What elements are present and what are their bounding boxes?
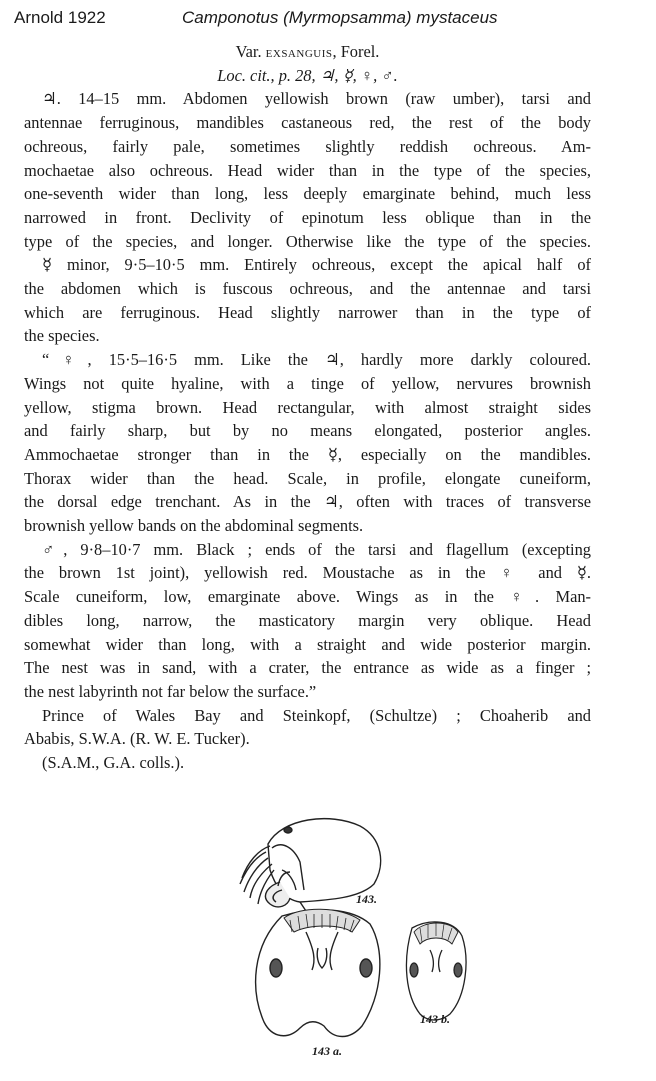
fig-143a-front bbox=[256, 909, 380, 1036]
text-line: somewhat wider than long, with a straight and wide posterior margin. bbox=[24, 634, 591, 654]
text-line: the nest labyrinth not far below the surface.” bbox=[24, 681, 317, 701]
text-line: Ammochaetae stronger than in the ☿, especially on the mandibles. bbox=[24, 444, 591, 464]
text-line: mochaetae also ochreous. Head wider than in the type of the species, bbox=[24, 160, 591, 180]
text-line: Prince of Wales Bay and Steinkopf, (Schultze) ; Choaherib and bbox=[42, 705, 591, 725]
ant-head-drawings bbox=[220, 800, 480, 1070]
text-line: ochreous, fairly pale, sometimes slightly reddish ochreous. Am- bbox=[24, 136, 591, 156]
fig-label-143b: 143 b. bbox=[420, 1012, 450, 1026]
text-line: yellow, stigma brown. Head rectangular, with almost straight sides bbox=[24, 397, 591, 417]
text-line: which are ferruginous. Head slightly narrower than in the type of bbox=[24, 302, 591, 322]
article-text bbox=[24, 40, 591, 775]
text-line: and fairly sharp, but by no means elongated, posterior angles. bbox=[24, 421, 591, 441]
text-line: Thorax wider than the head. Scale, in profile, elongate cuneiform, bbox=[24, 468, 591, 488]
author-year: Arnold 1922 bbox=[14, 8, 106, 27]
variety-heading bbox=[24, 40, 591, 64]
text-line: narrowed in front. Declivity of epinotum less oblique than in the bbox=[24, 207, 591, 227]
text-line: the dorsal edge trenchant. As in the ♃, often with traces of transverse bbox=[24, 492, 591, 512]
fig-label-143: 143. bbox=[356, 892, 377, 906]
text-line: one-seventh wider than long, less deeply emarginate behind, much less bbox=[24, 184, 591, 204]
taxon-title: Camponotus (Myrmopsamma) mystaceus bbox=[182, 8, 498, 27]
text-line: Scale cuneiform, low, emarginate above. Wings as in the ♀. Man- bbox=[24, 587, 591, 607]
text-line: the species. bbox=[24, 326, 100, 346]
page-header bbox=[14, 8, 642, 30]
fig-143b-front bbox=[406, 922, 466, 1020]
var-prefix: Var. bbox=[235, 42, 262, 61]
loc-cit: Loc. cit., p. 28, ♃, ☿, ♀, ♂. bbox=[217, 65, 398, 85]
text-line: Wings not quite hyaline, with a tinge of yellow, nervures brownish bbox=[24, 373, 591, 393]
text-line: The nest was in sand, with a crater, the entrance as wide as a finger ; bbox=[24, 658, 591, 678]
text-line: (S.A.M., G.A. colls.). bbox=[42, 753, 185, 773]
text-line: “♀, 15·5–16·5 mm. Like the ♃, hardly more darkly coloured. bbox=[42, 350, 591, 370]
text-line: ☿ minor, 9·5–10·5 mm. Entirely ochreous, except the apical half of bbox=[42, 255, 591, 275]
text-line: antennae ferruginous, mandibles castaneous red, the rest of the body bbox=[24, 113, 591, 133]
text-line: ♂, 9·8–10·7 mm. Black ; ends of the tarsi and flagellum (excepting bbox=[42, 539, 591, 559]
text-line: Ababis, S.W.A. (R. W. E. Tucker). bbox=[24, 729, 250, 749]
figure-plate bbox=[220, 800, 480, 1070]
var-author: , Forel. bbox=[332, 42, 380, 61]
text-line: brownish yellow bands on the abdominal segments. bbox=[24, 516, 364, 536]
text-line: ♃. 14–15 mm. Abdomen yellowish brown (raw umber), tarsi and bbox=[42, 89, 591, 109]
fig-label-143a: 143 a. bbox=[312, 1044, 342, 1058]
text-line: the brown 1st joint), yellowish red. Moustache as in the ♀ and ☿. bbox=[24, 563, 591, 583]
text-line: type of the species, and longer. Otherwise like the type of the species. bbox=[24, 231, 591, 251]
var-name: exsanguis bbox=[265, 42, 333, 61]
text-line: the abdomen which is fuscous ochreous, and the antennae and tarsi bbox=[24, 279, 591, 299]
text-line: dibles long, narrow, the masticatory margin very oblique. Head bbox=[24, 610, 591, 630]
